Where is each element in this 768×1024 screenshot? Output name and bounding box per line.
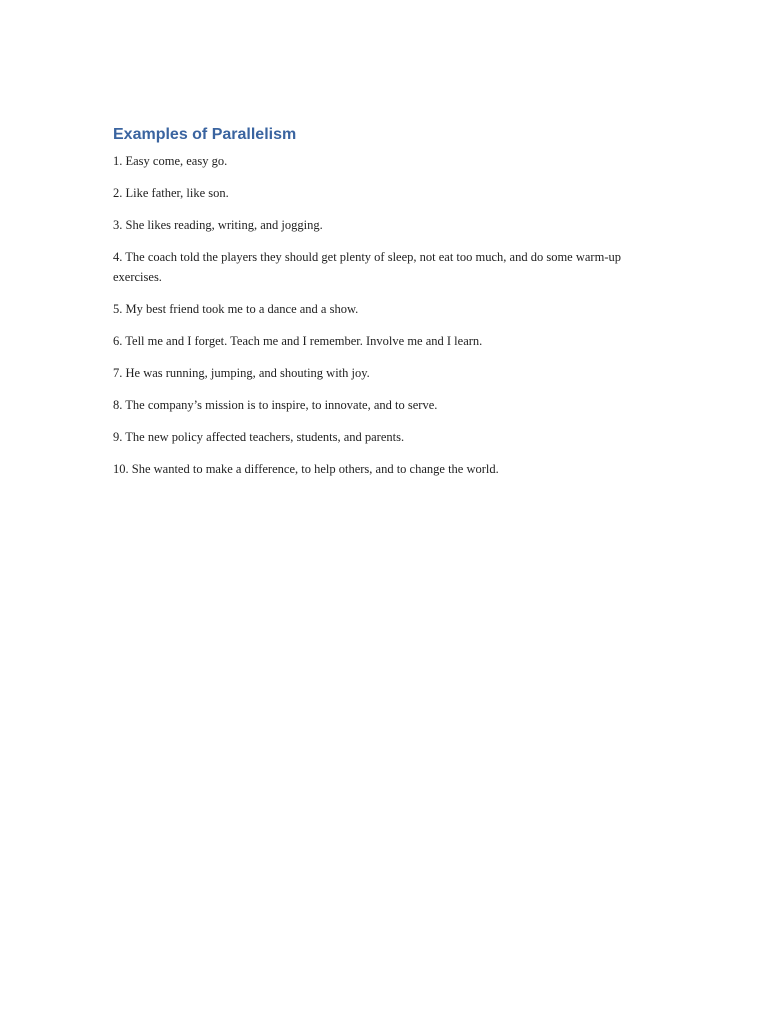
examples-list [113,152,658,479]
list-item: 5. My best friend took me to a dance and a show. [113,301,359,316]
list-item: 1. Easy come, easy go. [113,154,228,168]
list-item: 3. She likes reading, writing, and jogging. [113,218,323,232]
list-item: 8. The company’s mission is to inspire, to innovate, and to serve. [113,397,438,412]
list-item: 4. The coach told the players they should get plenty of sleep, not eat too much, and do some warm-up exercises. [113,250,621,284]
list-item: 10. She wanted to make a difference, to help others, and to change the world. [113,461,499,476]
list-item: 2. Like father, like son. [113,186,229,200]
list-item: 6. Tell me and I forget. Teach me and I remember. Involve me and I learn. [113,333,483,348]
list-item: 7. He was running, jumping, and shouting with joy. [113,365,370,380]
document-title: Examples of Parallelism [113,126,297,143]
list-item: 9. The new policy affected teachers, students, and parents. [113,429,405,444]
document-body [113,124,658,492]
